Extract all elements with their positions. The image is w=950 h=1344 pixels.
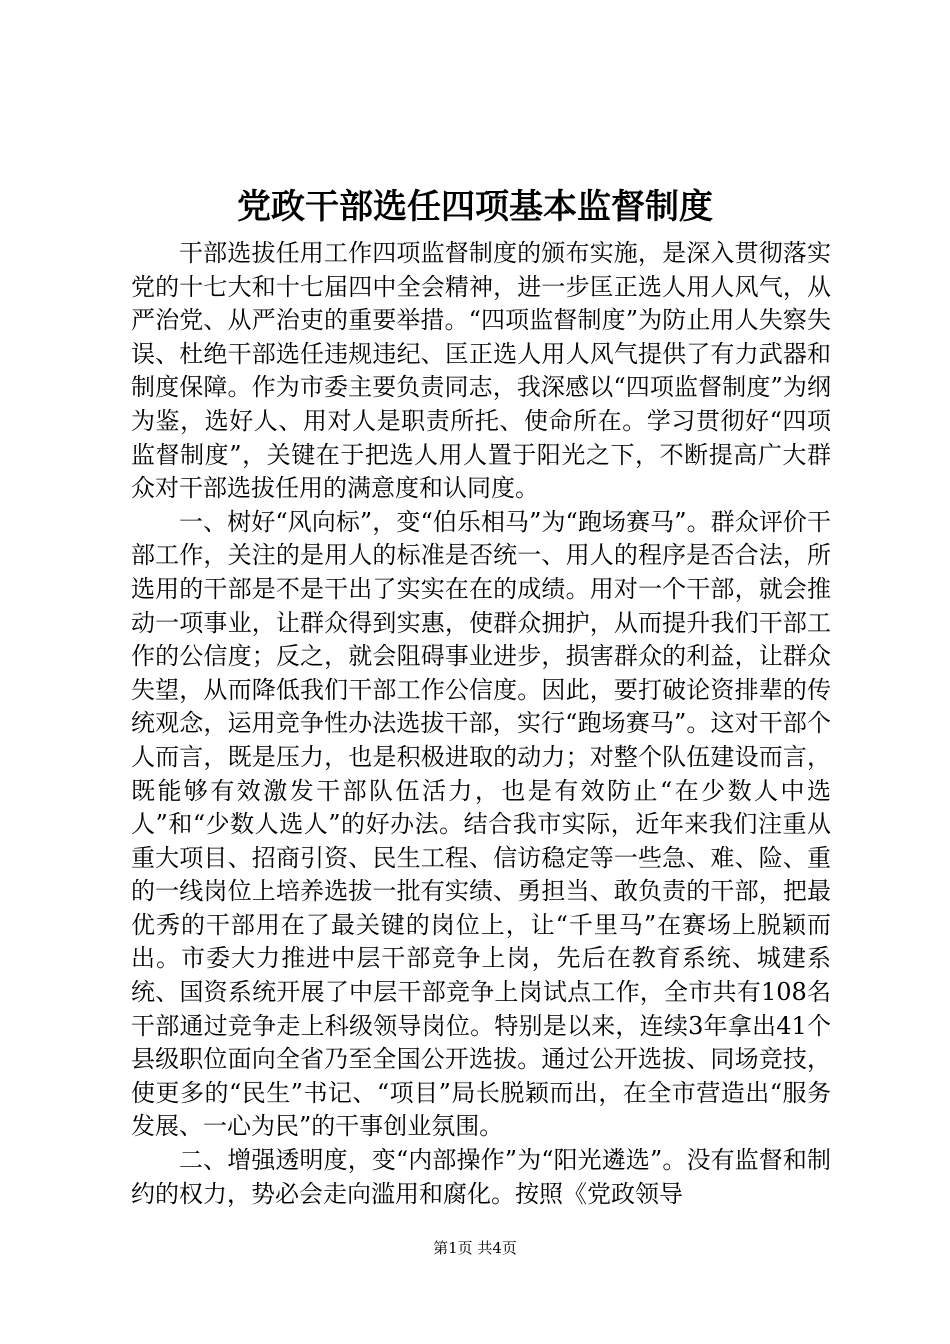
- paragraph-section-two: 二、增强透明度，变“内部操作”为“阳光遴选”。没有监督和制约的权力，势必会走向滥用和腐化。按照《党政领导: [131, 1146, 831, 1208]
- document-body: [131, 237, 831, 1211]
- document-title: 党政干部选任四项基本监督制度: [237, 187, 713, 227]
- page-footer: 第1页 共4页: [433, 1239, 517, 1257]
- paragraph-intro: 干部选拔任用工作四项监督制度的颁布实施，是深入贯彻落实党的十七大和十七届四中全会精神，进一步匡正选人用人风气，从严治党、从严治吏的重要举措。“四项监督制度”为防止用人失察失误、杜绝干部选任违规违纪、匡正选人用人风气提供了有力武器和制度保障。作为市委主要负责同志，我深感以“四项监督制度”为纲为鉴，选好人、用对人是职责所托、使命所在。学习贯彻好“四项监督制度”，关键在于把选人用人置于阳光之下，不断提高广大群众对干部选拔任用的满意度和认同度。: [131, 239, 831, 503]
- paragraph-section-one: 一、树好“风向标”，变“伯乐相马”为“跑场赛马”。群众评价干部工作，关注的是用人的标准是否统一、用人的程序是否合法，所选用的干部是不是干出了实实在在的成绩。用对一个干部，就会推动一项事业，让群众得到实惠，使群众拥护，从而提升我们干部工作的公信度；反之，就会阻碍事业进步，损害群众的利益，让群众失望，从而降低我们干部工作公信度。因此，要打破论资排辈的传统观念，运用竞争性办法选拔干部，实行“跑场赛马”。这对干部个人而言，既是压力，也是积极进取的动力；对整个队伍建设而言，既能够有效激发干部队伍活力，也是有效防止“在少数人中选人”和“少数人选人”的好办法。结合我市实际，近年来我们注重从重大项目、招商引资、民生工程、信访稳定等一些急、难、险、重的一线岗位上培养选拔一批有实绩、勇担当、敢负责的干部，把最优秀的干部用在了最关键的岗位上，让“千里马”在赛场上脱颖而出。市委大力推进中层干部竞争上岗，先后在教育系统、城建系统、国资系统开展了中层干部竞争上岗试点工作，全市共有108名干部通过竞争走上科级领导岗位。特别是以来，连续3年拿出41个县级职位面向全省乃至全国公开选拔。通过公开选拔、同场竞技，使更多的“民生”书记、“项目”局长脱颖而出，在全市营造出“服务发展、一心为民”的干事创业氛围。: [131, 507, 831, 1141]
